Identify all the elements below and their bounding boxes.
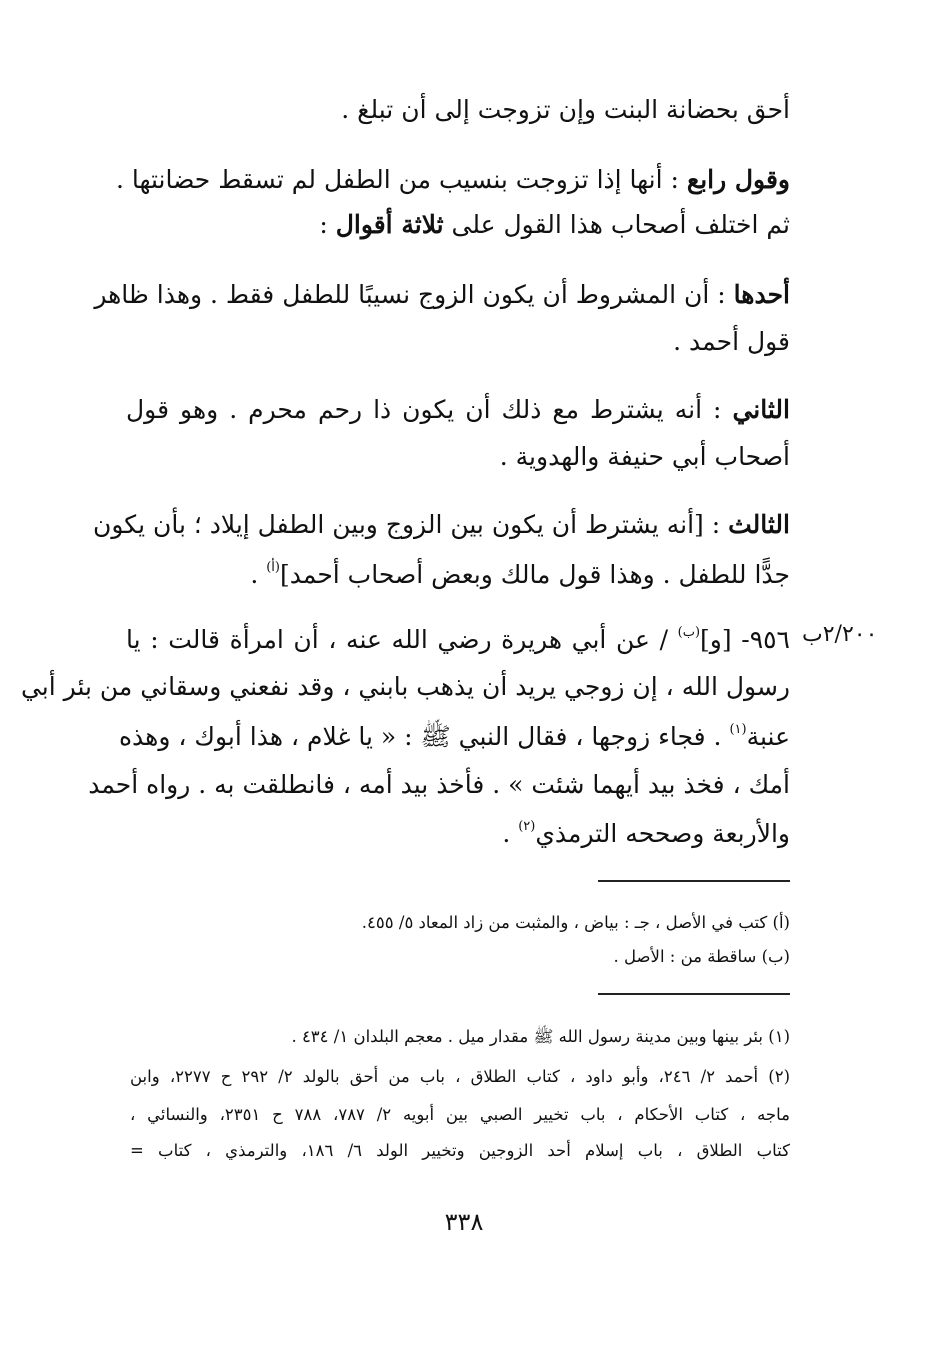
footnote-number: (٢) أحمد ٢/ ٢٤٦، وأبو داود ، كتاب الطلاق ، باب من أحق بالولد ٢/ ٢٩٢ ح ٢٢٧٧، وابن — [130, 1067, 790, 1086]
footnote-marker: (ب) — [677, 625, 701, 640]
body-line: والأربعة وصححه الترمذي$^{(٢)}$ . — [502, 819, 790, 848]
body-line: الثالث : [أنه يشترط أن يكون بين الزوج وبين الطفل إيلاد ؛ بأن يكون — [93, 510, 790, 539]
footnote-divider — [598, 993, 790, 995]
body-line: ٩٥٦- [و]$^{(ب)}$ / عن أبي هريرة رضي الله عنه ، أن امرأة قالت : يا — [126, 625, 790, 654]
body-line: أصحاب أبي حنيفة والهدوية . — [499, 442, 790, 471]
hadith-number: ٩٥٦- [و] — [700, 625, 790, 654]
body-line: وقول رابع : أنها إذا تزوجت بنسيب من الطفل لم تسقط حضانتها . — [115, 165, 790, 194]
footnote-marker: (٢) — [518, 819, 536, 834]
body-line: أحدها : أن المشروط أن يكون الزوج نسيبًا للطفل فقط . وهذا ظاهر — [94, 280, 790, 309]
body-line: قول أحمد . — [673, 327, 790, 356]
body-line: جدًّا للطفل . وهذا قول مالك وبعض أصحاب أحمد]$^{(أ)}$ . — [250, 560, 790, 589]
body-line: عنبة$^{(١)}$ . فجاء زوجها ، فقال النبي ﷺ : « يا غلام ، هذا أبوك ، وهذه — [118, 722, 790, 751]
body-line: ثم اختلف أصحاب هذا القول على ثلاثة أقوال : — [319, 210, 790, 239]
footnote-letter: (ب) ساقطة من : الأصل . — [613, 947, 790, 966]
footnote-marker: (أ) — [266, 560, 280, 575]
heading-three-opinions: ثلاثة أقوال — [335, 210, 444, 239]
body-line: أمك ، فخذ بيد أيهما شئت » . فأخذ بيد أمه ، فانطلقت به . رواه أحمد — [88, 770, 790, 799]
heading-first: أحدها — [733, 280, 790, 309]
footnote-number: (١) بئر بينها وبين مدينة رسول الله ﷺ مقدار ميل . معجم البلدان ١/ ٤٣٤ . — [291, 1027, 790, 1046]
heading-second: الثاني — [732, 395, 790, 424]
body-line: أحق بحضانة البنت وإن تزوجت إلى أن تبلغ . — [341, 95, 790, 124]
footnote-number: كتاب الطلاق ، باب إسلام أحد الزوجين وتخيير الولد ٦/ ١٨٦، والترمذي ، كتاب = — [130, 1141, 790, 1160]
footnote-letter: (أ) كتب في الأصل ، جـ : بياض ، والمثبت من زاد المعاد ٥/ ٤٥٥. — [361, 913, 790, 932]
footnote-marker: (١) — [729, 722, 747, 737]
heading-fourth-opinion: وقول رابع — [686, 165, 790, 194]
footnote-divider — [598, 880, 790, 882]
page-number: ٣٣٨ — [444, 1208, 484, 1236]
body-line: رسول الله ، إن زوجي يريد أن يذهب بابني ، وقد نفعني وسقاني من بئر أبي — [20, 672, 790, 701]
heading-third: الثالث — [728, 510, 790, 539]
manuscript-folio-note: ٢/٢٠٠ب — [802, 622, 878, 647]
footnote-number: ماجه ، كتاب الأحكام ، باب تخيير الصبي بين أبويه ٢/ ٧٨٧، ٧٨٨ ح ٢٣٥١، والنسائي ، — [130, 1105, 790, 1124]
body-line: الثاني : أنه يشترط مع ذلك أن يكون ذا رحم محرم . وهو قول — [126, 395, 790, 424]
